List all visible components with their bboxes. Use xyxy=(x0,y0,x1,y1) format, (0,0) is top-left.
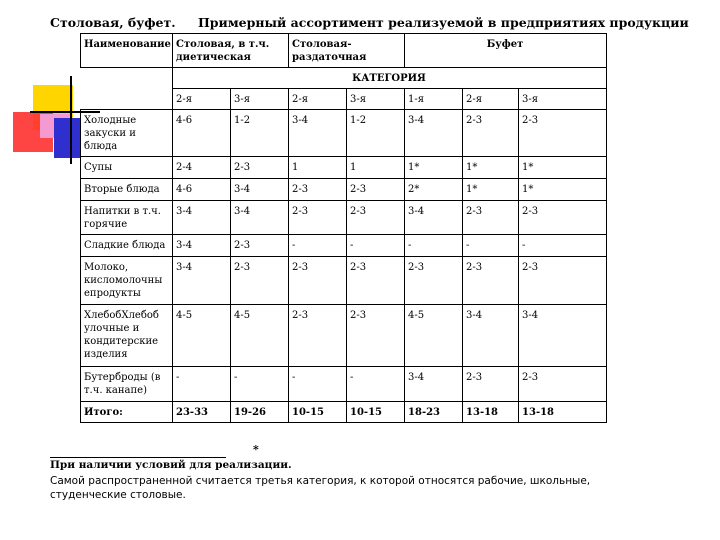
value-cell: 2-3 xyxy=(463,257,519,305)
page-title: Примерный ассортимент реализуемой в предприятиях продукции xyxy=(198,15,689,30)
table-row xyxy=(81,257,607,305)
table-row xyxy=(81,201,607,235)
value-cell: 4-5 xyxy=(405,305,463,367)
value-cell: 3-4 xyxy=(405,201,463,235)
value-cell: 2-3 xyxy=(463,201,519,235)
row-name: Бутерброды (в т.ч. канапе) xyxy=(81,367,173,402)
table-row xyxy=(81,110,607,157)
value-cell: - xyxy=(519,235,607,257)
value-cell: 2-3 xyxy=(289,201,347,235)
value-cell: 2-3 xyxy=(347,305,405,367)
value-cell: 1* xyxy=(519,157,607,179)
value-cell: 2-3 xyxy=(405,257,463,305)
value-cell: 2-3 xyxy=(519,367,607,402)
total-cell: 23-33 xyxy=(173,402,231,423)
value-cell: 1 xyxy=(289,157,347,179)
table-row xyxy=(81,235,607,257)
row-name: Супы xyxy=(81,157,173,179)
value-cell: 1-2 xyxy=(347,110,405,157)
category-note: Самой распространенной считается третья категория, к которой относятся рабочие, школьные, студенческие столовые. xyxy=(50,475,591,501)
total-cell: 10-15 xyxy=(289,402,347,423)
value-cell: - xyxy=(173,367,231,402)
value-cell: 2-3 xyxy=(519,257,607,305)
category-cell: 2-я xyxy=(173,89,231,110)
blank-cell xyxy=(81,68,173,89)
footnote-mark: * xyxy=(253,443,259,456)
category-cell: 2-я xyxy=(289,89,347,110)
value-cell: - xyxy=(347,367,405,402)
value-cell: 2-3 xyxy=(347,201,405,235)
table-row xyxy=(81,157,607,179)
value-cell: 1* xyxy=(463,179,519,201)
value-cell: 2-3 xyxy=(289,305,347,367)
total-cell: 13-18 xyxy=(463,402,519,423)
value-cell: 4-6 xyxy=(173,179,231,201)
category-cell: 3-я xyxy=(231,89,289,110)
total-label: Итого: xyxy=(81,402,173,423)
value-cell: 2-3 xyxy=(289,179,347,201)
assortment-table xyxy=(80,33,607,423)
table-row xyxy=(81,305,607,367)
value-cell: 1* xyxy=(463,157,519,179)
value-cell: 3-4 xyxy=(173,235,231,257)
decor-vertical-line xyxy=(70,76,72,164)
value-cell: 4-6 xyxy=(173,110,231,157)
col-header-canteen-diet: Столовая, в т.ч. диетическая xyxy=(173,34,289,68)
value-cell: 2-4 xyxy=(173,157,231,179)
col-header-name: Наименование xyxy=(81,34,173,68)
value-cell: 2-3 xyxy=(519,201,607,235)
value-cell: - xyxy=(405,235,463,257)
table-row xyxy=(81,179,607,201)
row-name: ХлебобХлебоб улочные и кондитерские изделия xyxy=(81,305,173,367)
value-cell: 3-4 xyxy=(173,201,231,235)
value-cell: 2-3 xyxy=(463,110,519,157)
value-cell: - xyxy=(347,235,405,257)
value-cell: 4-5 xyxy=(173,305,231,367)
value-cell: 2-3 xyxy=(231,157,289,179)
value-cell: 2-3 xyxy=(463,367,519,402)
row-name: Сладкие блюда xyxy=(81,235,173,257)
category-cell: 2-я xyxy=(463,89,519,110)
table-row xyxy=(81,367,607,402)
value-cell: 3-4 xyxy=(231,201,289,235)
footnote-text: При наличии условий для реализации. xyxy=(50,459,292,471)
value-cell: 2-3 xyxy=(347,179,405,201)
footnote-rule xyxy=(50,457,226,458)
col-header-buffet: Буфет xyxy=(405,34,607,68)
total-cell: 10-15 xyxy=(347,402,405,423)
value-cell: 4-5 xyxy=(231,305,289,367)
value-cell: 2-3 xyxy=(231,257,289,305)
value-cell: 1 xyxy=(347,157,405,179)
total-cell: 13-18 xyxy=(519,402,607,423)
row-name: Молоко, кисломолочны епродукты xyxy=(81,257,173,305)
row-name: Холодные закуски и блюда xyxy=(81,110,173,157)
category-cell: 3-я xyxy=(519,89,607,110)
decor-blue-square xyxy=(54,118,80,158)
value-cell: 1* xyxy=(519,179,607,201)
value-cell: - xyxy=(289,235,347,257)
value-cell: 2-3 xyxy=(519,110,607,157)
value-cell: 3-4 xyxy=(173,257,231,305)
value-cell: - xyxy=(231,367,289,402)
category-cell: 3-я xyxy=(347,89,405,110)
total-cell: 18-23 xyxy=(405,402,463,423)
value-cell: - xyxy=(289,367,347,402)
value-cell: 3-4 xyxy=(231,179,289,201)
value-cell: 1* xyxy=(405,157,463,179)
row-name: Вторые блюда xyxy=(81,179,173,201)
header-left-title: Столовая, буфет. xyxy=(50,15,176,30)
col-header-canteen-distribution: Столовая-раздаточная xyxy=(289,34,405,68)
value-cell: 1-2 xyxy=(231,110,289,157)
value-cell: 2-3 xyxy=(347,257,405,305)
value-cell: 3-4 xyxy=(519,305,607,367)
category-label: КАТЕГОРИЯ xyxy=(173,68,607,89)
row-name: Напитки в т.ч. горячие xyxy=(81,201,173,235)
blank-cell xyxy=(81,89,173,110)
total-cell: 19-26 xyxy=(231,402,289,423)
value-cell: 2-3 xyxy=(231,235,289,257)
value-cell: - xyxy=(463,235,519,257)
value-cell: 2* xyxy=(405,179,463,201)
category-cell: 1-я xyxy=(405,89,463,110)
value-cell: 2-3 xyxy=(289,257,347,305)
value-cell: 3-4 xyxy=(463,305,519,367)
value-cell: 3-4 xyxy=(405,110,463,157)
value-cell: 3-4 xyxy=(289,110,347,157)
table-row-total xyxy=(81,402,607,423)
value-cell: 3-4 xyxy=(405,367,463,402)
